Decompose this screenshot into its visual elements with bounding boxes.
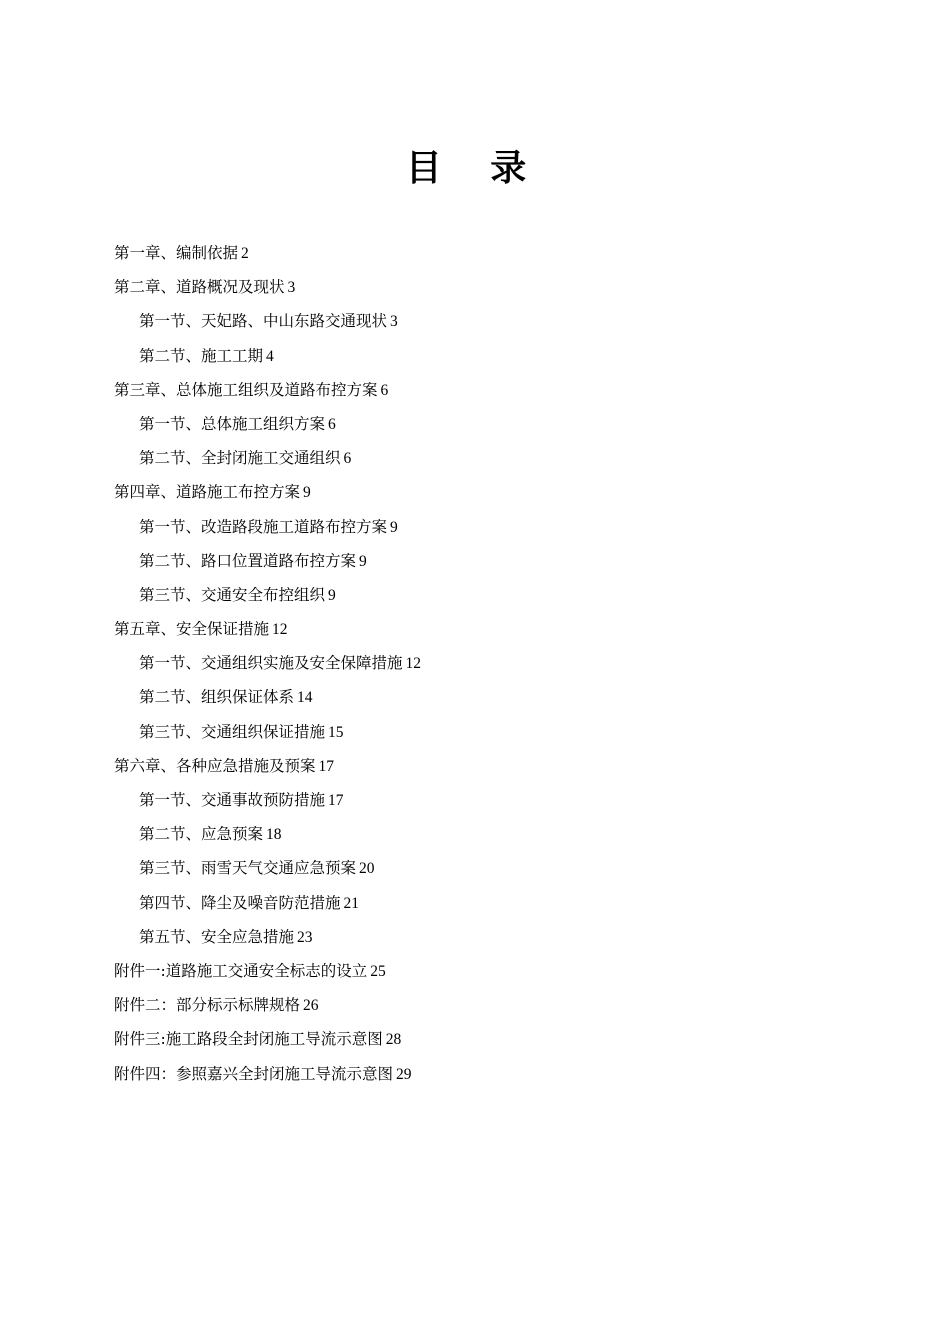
toc-page-number: 25: [370, 962, 386, 980]
toc-page-number: 28: [385, 1031, 402, 1049]
toc-chapter-entry[interactable]: [114, 373, 874, 407]
toc-section-entry[interactable]: [114, 886, 874, 920]
toc-entry-label: 第二节、组织保证体系: [139, 688, 295, 707]
toc-entry-label: 第一节、天妃路、中山东路交通现状: [139, 312, 388, 331]
toc-entry-label: 第三章、总体施工组织及道路布控方案: [114, 380, 378, 399]
toc-page-number: 9: [390, 518, 398, 536]
toc-chapter-entry[interactable]: [114, 749, 874, 783]
toc-section-entry[interactable]: [114, 407, 874, 441]
toc-chapter-entry[interactable]: [114, 612, 874, 646]
toc-page-number: 29: [396, 1065, 412, 1083]
toc-entry-label: 第一节、总体施工组织方案: [139, 414, 326, 433]
toc-section-entry[interactable]: [114, 510, 874, 544]
toc-entry-label: 第一节、交通事故预防措施: [139, 791, 326, 809]
toc-entry-label: 附件四：参照嘉兴全封闭施工导流示意图: [114, 1064, 394, 1083]
toc-entry-label: 附件二：部分标示标牌规格: [114, 996, 301, 1015]
toc-page-number: 26: [303, 997, 319, 1015]
toc-page-number: 18: [266, 826, 282, 844]
toc-section-entry[interactable]: [114, 783, 874, 817]
toc-section-entry[interactable]: [114, 920, 874, 954]
toc-entry-label: 第三节、雨雪天气交通应急预案: [139, 859, 357, 878]
toc-entry-label: 第五节、安全应急措施: [139, 927, 295, 946]
toc-page-number: 9: [359, 552, 367, 570]
toc-section-entry[interactable]: [114, 339, 874, 373]
toc-chapter-entry[interactable]: [114, 1022, 874, 1056]
toc-page-number: 14: [297, 689, 313, 707]
toc-entry-label: 第二节、全封闭施工交通组织: [139, 449, 341, 468]
toc-chapter-entry[interactable]: [114, 475, 874, 509]
toc-entry-label: 第一节、交通组织实施及安全保障措施: [139, 654, 403, 673]
toc-entry-label: 第一章、编制依据: [114, 244, 239, 262]
toc-page-number: 12: [272, 621, 288, 639]
toc-section-entry[interactable]: [114, 646, 874, 680]
toc-page-number: 17: [328, 792, 344, 809]
toc-page-number: 9: [328, 586, 336, 604]
table-of-contents: [114, 236, 874, 1091]
toc-page-number: 3: [287, 279, 296, 297]
toc-page-number: 20: [359, 860, 375, 878]
toc-entry-label: 第五章、安全保证措施: [114, 620, 270, 639]
toc-entry-label: 第二节、施工工期: [139, 346, 264, 365]
toc-page-number: 6: [328, 415, 336, 433]
toc-entry-label: 第六章、各种应急措施及预案: [114, 756, 316, 775]
toc-page-number: 23: [297, 928, 313, 946]
toc-chapter-entry[interactable]: [114, 954, 874, 988]
toc-entry-label: 第三节、交通安全布控组织: [139, 585, 326, 604]
toc-page-number: 4: [266, 347, 274, 365]
toc-section-entry[interactable]: [114, 817, 874, 851]
page-title: 目 录: [405, 147, 545, 189]
toc-chapter-entry[interactable]: [114, 270, 874, 304]
toc-chapter-entry[interactable]: [114, 988, 874, 1022]
toc-section-entry[interactable]: [114, 441, 874, 475]
toc-section-entry[interactable]: [114, 304, 874, 338]
toc-section-entry[interactable]: [114, 715, 874, 749]
toc-entry-label: 第四节、降尘及噪音防范措施: [139, 893, 341, 912]
toc-entry-label: 第二节、应急预案: [139, 825, 264, 844]
toc-page-number: 9: [303, 484, 311, 502]
toc-page-number: 15: [328, 723, 344, 741]
toc-page-number: 17: [318, 757, 335, 775]
toc-entry-label: 第二章、道路概况及现状: [114, 278, 285, 297]
toc-section-entry[interactable]: [114, 851, 874, 885]
toc-chapter-entry[interactable]: [114, 236, 874, 270]
toc-entry-label: 第二节、路口位置道路布控方案: [139, 551, 357, 570]
toc-page-number: 6: [343, 450, 352, 468]
toc-entry-label: 附件三:施工路段全封闭施工导流示意图: [114, 1030, 383, 1049]
toc-entry-label: 附件一:道路施工交通安全标志的设立: [114, 961, 368, 980]
toc-page-number: 12: [405, 655, 422, 673]
toc-entry-label: 第四章、道路施工布控方案: [114, 483, 301, 502]
toc-section-entry[interactable]: [114, 578, 874, 612]
toc-page-number: 2: [241, 245, 249, 262]
toc-section-entry[interactable]: [114, 544, 874, 578]
toc-page-number: 6: [380, 381, 389, 399]
toc-section-entry[interactable]: [114, 680, 874, 714]
toc-page-number: 21: [343, 894, 360, 912]
toc-chapter-entry[interactable]: [114, 1057, 874, 1091]
toc-page-number: 3: [390, 313, 398, 331]
toc-entry-label: 第一节、改造路段施工道路布控方案: [139, 517, 388, 536]
toc-entry-label: 第三节、交通组织保证措施: [139, 722, 326, 741]
